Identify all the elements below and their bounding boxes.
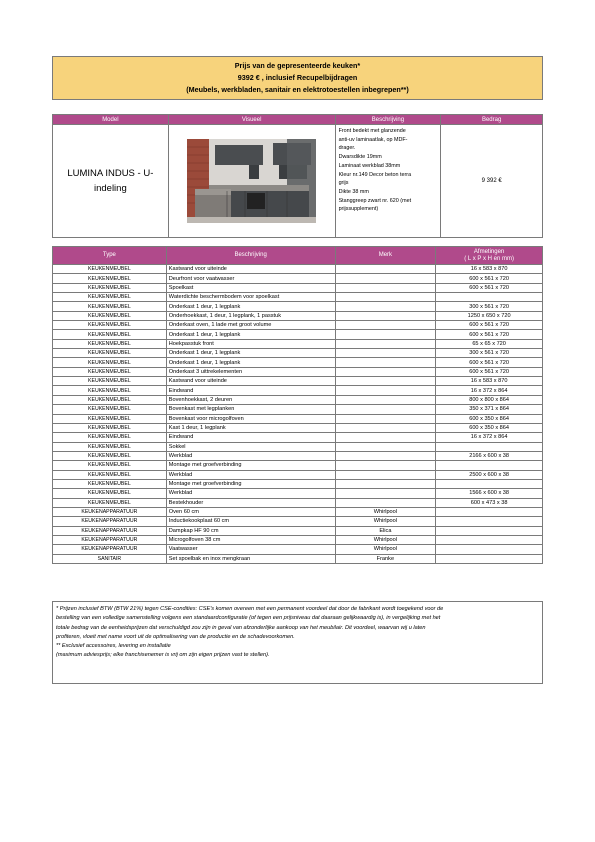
desc-line: prijssupplement) [338, 206, 379, 213]
item-dimensions: 300 x 561 x 720 [436, 349, 543, 358]
desc-line: drager. [338, 145, 356, 152]
item-description: Onderkast 1 deur, 1 legplank [166, 302, 335, 311]
item-description: Vaatwasser [166, 545, 335, 554]
item-dimensions: 350 x 371 x 864 [436, 405, 543, 414]
desc-line: grijs [338, 180, 349, 187]
item-description: Werkblad [166, 451, 335, 460]
table-row [53, 526, 543, 535]
item-brand: Whirlpool [335, 535, 436, 544]
item-brand [335, 377, 436, 386]
item-brand [335, 461, 436, 470]
item-brand: Franke [335, 554, 436, 563]
item-type: KEUKENMEUBEL [53, 311, 167, 320]
item-type: KEUKENMEUBEL [53, 367, 167, 376]
items-body [53, 265, 543, 564]
item-dimensions [436, 293, 543, 302]
model-price: 9 392 € [441, 125, 543, 238]
item-dimensions: 800 x 800 x 864 [436, 395, 543, 404]
col-description: Beschrijving [166, 247, 335, 265]
table-row [53, 349, 543, 358]
table-row [53, 377, 543, 386]
item-dimensions: 600 x 561 x 720 [436, 321, 543, 330]
item-type: KEUKENMEUBEL [53, 442, 167, 451]
item-brand [335, 339, 436, 348]
item-brand [335, 367, 436, 376]
item-type: KEUKENMEUBEL [53, 414, 167, 423]
item-description: Bovenhoekkast, 2 deuren [166, 395, 335, 404]
item-description: Werkblad [166, 489, 335, 498]
table-row [53, 489, 543, 498]
item-dimensions [436, 545, 543, 554]
item-dimensions: 16 x 583 x 870 [436, 265, 543, 274]
item-description: Bovenkast met legplanken [166, 405, 335, 414]
item-type: KEUKENMEUBEL [53, 339, 167, 348]
item-type: KEUKENMEUBEL [53, 274, 167, 283]
item-brand [335, 311, 436, 320]
table-row [53, 554, 543, 563]
col-model: Model [53, 115, 169, 125]
item-dimensions: 300 x 561 x 720 [436, 302, 543, 311]
table-row [53, 414, 543, 423]
item-dimensions: 65 x 65 x 720 [436, 339, 543, 348]
table-row [53, 535, 543, 544]
item-brand: Whirlpool [335, 517, 436, 526]
footnote-line: * Prijzen inclusief BTW (BTW 21%) tegen CSE-condities: CSE's komen overeen met een permanent voordeel dat door de fabrikant wordt toegekend voor de [56, 606, 444, 612]
item-dimensions: 16 x 372 x 864 [436, 386, 543, 395]
item-brand [335, 489, 436, 498]
item-dimensions: 16 x 583 x 870 [436, 377, 543, 386]
item-description: Onderkast 1 deur, 1 legplank [166, 358, 335, 367]
item-type: KEUKENMEUBEL [53, 489, 167, 498]
item-type: KEUKENMEUBEL [53, 283, 167, 292]
item-brand [335, 451, 436, 460]
model-table-header [53, 115, 543, 125]
item-dimensions: 600 x 350 x 864 [436, 423, 543, 432]
item-dimensions [436, 517, 543, 526]
item-type: KEUKENMEUBEL [53, 265, 167, 274]
item-dimensions: 1250 x 650 x 720 [436, 311, 543, 320]
item-type: KEUKENAPPARATUUR [53, 517, 167, 526]
item-brand [335, 405, 436, 414]
item-description: Hoekpasstuk front [166, 339, 335, 348]
item-brand [335, 265, 436, 274]
item-description: Onderkast 1 deur, 1 legplank [166, 330, 335, 339]
item-dimensions: 2166 x 600 x 38 [436, 451, 543, 460]
item-brand: Whirlpool [335, 507, 436, 516]
table-row [53, 358, 543, 367]
table-row [53, 405, 543, 414]
item-description: Bovenkast voor microgolfoven [166, 414, 335, 423]
table-row [53, 395, 543, 404]
desc-line: Kleur nr.149 Decor beton terra [338, 171, 412, 178]
item-dimensions: 600 x 561 x 720 [436, 283, 543, 292]
item-dimensions: 2500 x 600 x 38 [436, 470, 543, 479]
item-dimensions: 600 x 561 x 720 [436, 330, 543, 339]
item-description: Eindwand [166, 433, 335, 442]
item-brand [335, 433, 436, 442]
header-title: Prijs van de gepresenteerde keuken* [234, 61, 361, 70]
item-type: KEUKENMEUBEL [53, 395, 167, 404]
item-description: Onderkast 3 uittrekelementen [166, 367, 335, 376]
col-dimensions [436, 247, 543, 265]
item-description: Montage met groefverbinding [166, 461, 335, 470]
item-type: KEUKENMEUBEL [53, 321, 167, 330]
item-brand [335, 414, 436, 423]
item-dimensions: 600 x 473 x 38 [436, 498, 543, 507]
table-row [53, 339, 543, 348]
item-description: Onderkast 1 deur, 1 legplank [166, 349, 335, 358]
item-brand [335, 386, 436, 395]
desc-line: anti-uv laminaatlak, op MDF- [338, 136, 408, 143]
table-row [53, 293, 543, 302]
item-type: KEUKENMEUBEL [53, 498, 167, 507]
item-description: Oven 60 cm [166, 507, 335, 516]
footnote-line: ** Exclusief accessoires, levering en installatie [56, 643, 171, 650]
item-type: KEUKENMEUBEL [53, 405, 167, 414]
table-row [53, 498, 543, 507]
footnote-line: profiteren, vloeit met name voort uit de optimalisering van de productie en de schadevoorkomen. [56, 633, 295, 640]
table-row [53, 433, 543, 442]
item-type: KEUKENMEUBEL [53, 470, 167, 479]
footnote-line: (maximum adviesprijs; elke franchisenemer is vrij om zijn eigen prijzen vast te stellen). [56, 652, 270, 659]
item-dimensions [436, 526, 543, 535]
item-type: KEUKENAPPARATUUR [53, 507, 167, 516]
item-description: Werkblad [166, 470, 335, 479]
col-brand: Merk [335, 247, 436, 265]
footnote-line: bestelling van een volledige samenstelling volgens een standaardconfiguratie (of tegen een prijsniveau dat daaraan gelijkwaardig is), in vergelijking met het [56, 615, 441, 622]
item-dimensions: 600 x 561 x 720 [436, 367, 543, 376]
col-amount: Bedrag [441, 115, 543, 125]
item-type: KEUKENMEUBEL [53, 293, 167, 302]
kitchen-visual [168, 125, 335, 238]
item-description: Dampkap HF 90 cm [166, 526, 335, 535]
table-row [53, 265, 543, 274]
item-type: KEUKENMEUBEL [53, 358, 167, 367]
item-dimensions: 16 x 372 x 864 [436, 433, 543, 442]
item-description: Set spoelbak en inox mengkraan [166, 554, 335, 563]
item-brand: Whirlpool [335, 545, 436, 554]
table-row [53, 367, 543, 376]
item-brand [335, 330, 436, 339]
item-type: KEUKENMEUBEL [53, 479, 167, 488]
table-row [53, 479, 543, 488]
item-brand [335, 349, 436, 358]
item-description: Inductiekookplaat 60 cm [166, 517, 335, 526]
item-brand [335, 395, 436, 404]
dimensions-subtitle: ( L x P x H en mm) [464, 255, 514, 262]
col-description: Beschrijving [335, 115, 441, 125]
footnote-line: totale bedrag van de eenheidsprijzen dat verschuldigd zou zijn in geval van afzonderlijke aankoop van het meubilair. Dit voordeel, waarvan wij u laten [56, 624, 426, 631]
table-row [53, 451, 543, 460]
item-dimensions: 600 x 561 x 720 [436, 358, 543, 367]
item-type: SANITAIR [53, 554, 167, 563]
item-brand [335, 274, 436, 283]
item-brand [335, 498, 436, 507]
table-row [53, 330, 543, 339]
item-description: Kastwand voor uiteinde [166, 377, 335, 386]
footnote [52, 601, 543, 684]
item-dimensions [436, 479, 543, 488]
item-description: Kastwand voor uiteinde [166, 265, 335, 274]
table-row [53, 461, 543, 470]
table-row [53, 517, 543, 526]
item-description: Spoelkast [166, 283, 335, 292]
model-description [335, 125, 441, 238]
item-dimensions: 600 x 350 x 864 [436, 414, 543, 423]
item-type: KEUKENMEUBEL [53, 433, 167, 442]
item-brand [335, 423, 436, 432]
item-type: KEUKENAPPARATUUR [53, 526, 167, 535]
dimensions-title: Afmetingen [473, 248, 505, 255]
item-brand [335, 442, 436, 451]
item-description: Sokkel [166, 442, 335, 451]
item-type: KEUKENMEUBEL [53, 423, 167, 432]
col-visual: Visueel [168, 115, 335, 125]
item-description: Kast 1 deur, 1 legplank [166, 423, 335, 432]
table-row [53, 386, 543, 395]
item-brand [335, 283, 436, 292]
model-name: LUMINA INDUS - U-indeling [53, 125, 169, 238]
price-header [52, 56, 543, 100]
desc-line: Laminaat werkblad 38mm [338, 162, 401, 169]
item-brand [335, 293, 436, 302]
item-description: Microgolfoven 38 cm [166, 535, 335, 544]
table-row [53, 321, 543, 330]
item-description: Onderkast oven, 1 lade met groot volume [166, 321, 335, 330]
col-type: Type [53, 247, 167, 265]
item-type: KEUKENAPPARATUUR [53, 535, 167, 544]
table-row [53, 507, 543, 516]
item-description: Montage met groefverbinding [166, 479, 335, 488]
item-dimensions: 1566 x 600 x 38 [436, 489, 543, 498]
item-type: KEUKENAPPARATUUR [53, 545, 167, 554]
item-type: KEUKENMEUBEL [53, 377, 167, 386]
item-brand [335, 358, 436, 367]
item-type: KEUKENMEUBEL [53, 330, 167, 339]
table-row [53, 274, 543, 283]
table-row [53, 442, 543, 451]
item-dimensions [436, 461, 543, 470]
item-type: KEUKENMEUBEL [53, 461, 167, 470]
item-description: Onderhoekkast, 1 deur, 1 legplank, 1 passtuk [166, 311, 335, 320]
item-description: Deurfront voor vaatwasser [166, 274, 335, 283]
items-table [52, 246, 543, 564]
desc-line: Dwarsdikte 19mm [338, 154, 382, 161]
item-dimensions [436, 507, 543, 516]
model-table [52, 114, 543, 238]
table-row [53, 302, 543, 311]
table-row [53, 311, 543, 320]
item-description: Bestekhouder [166, 498, 335, 507]
item-brand [335, 479, 436, 488]
item-dimensions [436, 442, 543, 451]
item-brand [335, 321, 436, 330]
item-description: Waterdichte beschermbodem voor spoelkast [166, 293, 335, 302]
item-type: KEUKENMEUBEL [53, 386, 167, 395]
table-row [53, 423, 543, 432]
item-type: KEUKENMEUBEL [53, 302, 167, 311]
desc-line: Front bedekt met glanzende [338, 128, 406, 134]
item-brand: Elica [335, 526, 436, 535]
table-row [53, 470, 543, 479]
item-dimensions [436, 554, 543, 563]
desc-line: Dikte 38 mm [338, 188, 369, 195]
item-type: KEUKENMEUBEL [53, 349, 167, 358]
header-note: (Meubels, werkbladen, sanitair en elektrotoestellen inbegrepen**) [186, 85, 409, 94]
model-row [53, 125, 543, 238]
item-type: KEUKENMEUBEL [53, 451, 167, 460]
items-table-header [53, 247, 543, 265]
kitchen-image [187, 139, 316, 223]
desc-line: Stanggreep zwart nr. 620 (met [338, 197, 412, 204]
item-dimensions: 600 x 561 x 720 [436, 274, 543, 283]
item-brand [335, 470, 436, 479]
table-row [53, 545, 543, 554]
item-description: Eindwand [166, 386, 335, 395]
header-price: 9392 € , inclusief Recupelbijdragen [237, 73, 358, 82]
item-dimensions [436, 535, 543, 544]
item-brand [335, 302, 436, 311]
table-row [53, 283, 543, 292]
